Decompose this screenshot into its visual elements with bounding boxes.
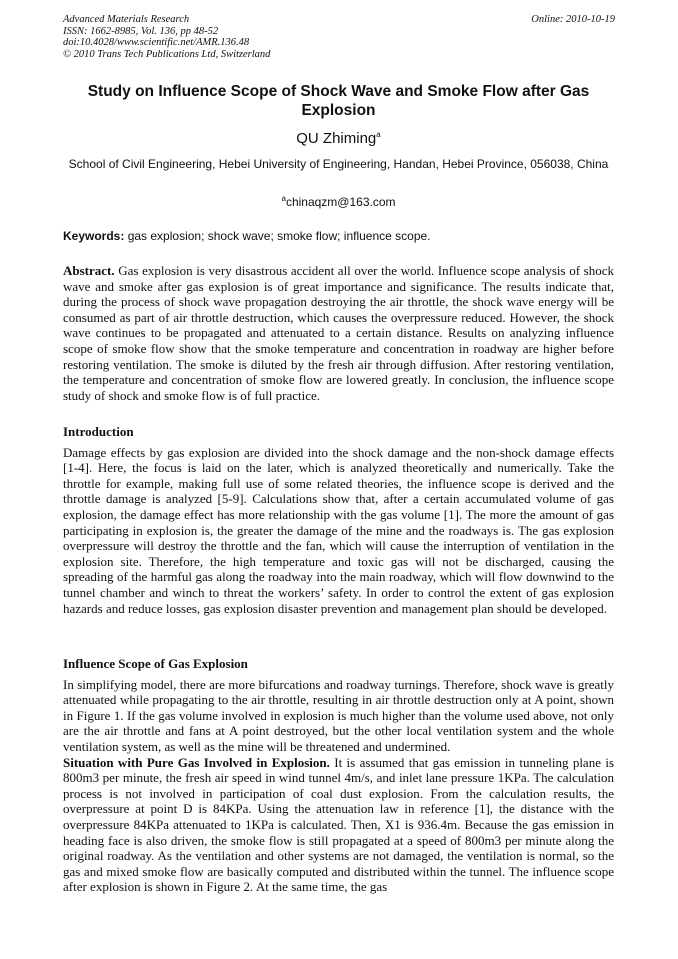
influence-scope-section [63, 656, 614, 895]
online-date: Online: 2010-10-19 [531, 14, 615, 25]
author-name: QU Zhiming [296, 130, 377, 147]
paper-title: Study on Influence Scope of Shock Wave and Smoke Flow after Gas Explosion [87, 83, 590, 119]
abstract-label: Abstract. [63, 263, 115, 278]
influence-scope-text: In simplifying model, there are more bifurcations and roadway turnings. Therefore, shock wave is greatly attenuated while propagating to the air throttle, resulting in air throttle destruction only at A point, shown in Figure 1. If the gas volume involved in explosion is much higher than the volume used above, not only are the air throttle and fans at A point destroyed, but the other local ventilation system and the whole ventilation system, as well as the mine will be threatened and undermined. [63, 676, 614, 754]
email-line [63, 194, 614, 209]
email[interactable]: chinaqzm@163.com [285, 195, 396, 209]
introduction-heading: Introduction [63, 424, 134, 439]
journal-header [63, 14, 270, 60]
author [63, 130, 614, 147]
issn: ISSN: 1662-8985, Vol. 136, pp 48-52 [63, 25, 219, 37]
introduction-section [63, 424, 614, 616]
keywords-label: Keywords: [63, 229, 125, 243]
pure-gas-label: Situation with Pure Gas Involved in Explosion. [63, 754, 330, 770]
affiliation: School of Civil Engineering, Hebei University of Engineering, Handan, Hebei Province, 056038, China [68, 157, 609, 171]
abstract-text: Gas explosion is very disastrous accident all over the world. Influence scope analysis of shock wave and smoke after gas explosion is of great importance and significance. The results indicate that, during the process of shock wave propagation destroying the air throttle, the shock wave energy will be consumed as part of air throttle destruction, which causes the overpressure reduced. However, the shock wave continues to be propagated and attenuated to a certain distance. Results on analyzing influence scope of smoke flow show that the smoke temperature and concentration in roadway are higher before restoring ventilation. The smoke is diluted by the fresh air through diffusion. After restoring ventilation, the temperature and concentration of smoke flow are lowered greatly. In conclusion, the influence scope study of shock and smoke flow is of full practice. [63, 263, 614, 403]
pure-gas-text: It is assumed that gas emission in tunneling plane is 800m3 per minute, the fresh air speed in wind tunnel 4m/s, and inlet lane pressure 1KPa. The calculation process is not involved in participation of coal dust explosion. From the calculation results, the overpressure at point D is 84KPa. Using the attenuation law in reference [1], the distance with the overpressure 84KPa attenuated to 1KPa is calculated. Then, X1 is 936.4m. Because the gas emission in heading face is also driven, the smoke flow is still propagated at a speed of 800m3 per minute along the original roadway. As the ventilation and other systems are not damaged, the ventilation is normal, so the gas and mixed smoke flow are basically computed and distributed within the tunnel. The influence scope after explosion is shown in Figure 2. At the same time, the gas [63, 754, 615, 895]
keywords-text: gas explosion; shock wave; smoke flow; influence scope. [124, 229, 431, 243]
author-sup: a [376, 130, 381, 139]
doi: doi:10.4028/www.scientific.net/AMR.136.48 [63, 37, 250, 48]
introduction-text: Damage effects by gas explosion are divided into the shock damage and the non-shock damage effects [1-4]. Here, the focus is laid on the later, which is analyzed theoretically and numerically. Take the throttle for example, making full use of some related theories, the influence scope is derived and the throttle damage is analyzed [5-9]. Calculations show that, after a certain accumulated volume of gas explosion, the damage effect has more relationship with the gas volume [1]. The more the amount of gas participating in explosion is, the greater the damage of the mine and the roadways is. The gas explosion overpressure will destroy the throttle and the fan, which will cause the interruption of ventilation in the explosion site. Therefore, the high temperature and toxic gas will not be discharged, causing the spreading of the harmful gas along the roadway into the main roadway, which will flow downwind to the tunnel chamber and winch to threat the workers’ safety. In order to control the extent of gas explosion hazards and reduce losses, gas explosion disaster prevention and management plan should be developed. [63, 444, 614, 616]
email-sup: a [281, 194, 286, 203]
copyright: © 2010 Trans Tech Publications Ltd, Switzerland [63, 48, 271, 60]
journal-name: Advanced Materials Research [63, 14, 190, 25]
abstract [63, 263, 614, 403]
keywords [63, 229, 431, 243]
influence-scope-heading: Influence Scope of Gas Explosion [63, 656, 248, 671]
